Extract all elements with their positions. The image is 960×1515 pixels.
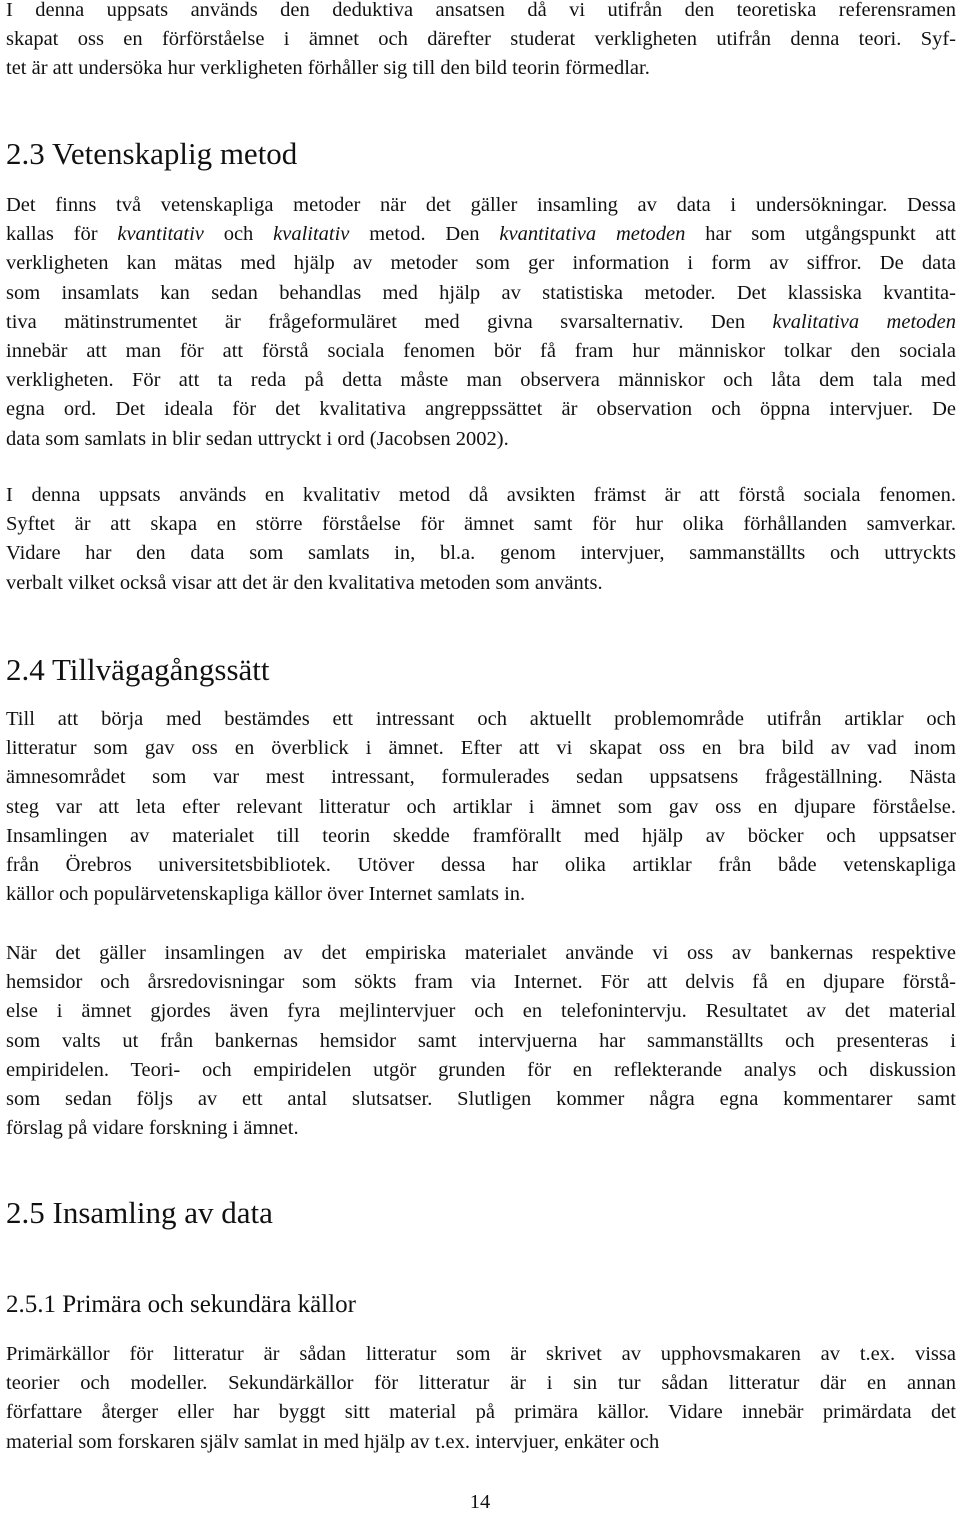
text-line: material som forskaren själv samlat in med hjälp av t.ex. intervjuer, enkäter och <box>6 1430 660 1453</box>
paragraph-sources <box>6 1340 956 1457</box>
text-line: från Örebros universitetsbibliotek. Utöver dessa har olika artiklar från både vetenskapliga <box>6 854 956 877</box>
text-line: verkligheten. För att ta reda på detta måste man observera människor och låta dem tala med <box>6 369 956 392</box>
emphasis-term: kvantitativa metoden <box>499 223 686 246</box>
intro-paragraph <box>6 0 956 84</box>
text-line: steg var att leta efter relevant litteratur och artiklar i ämnet som gav oss en djupare förståelse. <box>6 795 956 818</box>
text-line: I denna uppsats används en kvalitativ metod då avsikten främst är att förstå sociala fenomen. <box>6 484 956 506</box>
text-span: kallas för <box>6 223 118 246</box>
text-line: källor och populärvetenskapliga källor över Internet samlats in. <box>6 883 526 906</box>
text-line: Primärkällor för litteratur är sådan litteratur som är skrivet av upphovsmakaren av t.ex. vissa <box>6 1343 956 1365</box>
text-span: har som utgångspunkt att <box>685 223 956 246</box>
text-line: verkligheten kan mätas med hjälp av metoder som ger information i form av siffror. De data <box>6 252 956 275</box>
text-line: empiridelen. Teori- och empiridelen utgör grunden för en reflekterande analys och diskussion <box>6 1058 956 1081</box>
text-line: Till att börja med bestämdes ett intressant och aktuellt problemområde utifrån artiklar och <box>6 708 956 730</box>
text-line: som sedan följs av ett antal slutsatser. Slutligen kommer några egna kommentarer samt <box>6 1088 956 1111</box>
text-line: som insamlats kan sedan behandlas med hjälp av statistiska metoder. Det klassiska kvantita- <box>6 281 956 304</box>
paragraph-qualitative-choice <box>6 481 956 598</box>
text-span: och <box>203 223 274 246</box>
text-line: tet är att undersöka hur verkligheten förhåller sig till den bild teorin förmedlar. <box>6 57 650 80</box>
paragraph-method-types <box>6 191 956 454</box>
emphasis-term: kvantitativ <box>117 223 204 246</box>
paragraph-procedure <box>6 705 956 909</box>
text-line: författare återger eller har byggt sitt material på primära källor. Vidare innebär primärdata det <box>6 1401 956 1424</box>
paragraph-empirical <box>6 939 956 1143</box>
text-line: egna ord. Det ideala för det kvalitativa angreppssättet är observation och öppna intervjuer. De <box>6 398 956 421</box>
text-span: metod. Den <box>349 223 500 246</box>
text-line: skapat oss en förförståelse i ämnet och därefter studerat verkligheten utifrån denna teori. Syf- <box>6 28 956 51</box>
page-number: 14 <box>469 1491 491 1513</box>
emphasis-term: kvalitativa metoden <box>772 310 956 333</box>
text-line: litteratur som gav oss en överblick i ämnet. Efter att vi skapat oss en bra bild av vad inom <box>6 737 956 760</box>
text-line: När det gäller insamlingen av det empiriska materialet använde vi oss av bankernas respektive <box>6 942 956 964</box>
text-line: Insamlingen av materialet till teorin skedde framförallt med hjälp av böcker och uppsatser <box>6 824 956 847</box>
text-line: ämnesområdet som var mest intressant, formulerades sedan uppsatsens frågeställning. Nästa <box>6 766 956 789</box>
text-line <box>6 220 956 249</box>
text-line: hemsidor och årsredovisningar som sökts fram via Internet. För att delvis få en djupare förstå- <box>6 971 956 994</box>
text-line: innebär att man för att förstå sociala fenomen bör få fram hur människor tolkar den sociala <box>6 340 956 363</box>
text-line: data som samlats in blir sedan uttryckt i ord (Jacobsen 2002). <box>6 427 509 450</box>
text-line <box>6 308 956 337</box>
text-line: Vidare har den data som samlats in, bl.a. genom intervjuer, sammanställts och uttryckts <box>6 542 956 565</box>
text-line: som valts ut från bankernas hemsidor samt intervjuerna har sammanställts och presenteras i <box>6 1029 956 1052</box>
emphasis-term: kvalitativ <box>273 223 350 246</box>
text-line: Syftet är att skapa en större förståelse för ämnet samt för hur olika förhållanden samverkar. <box>6 513 956 536</box>
section-heading-2-3: 2.3 Vetenskaplig metod <box>6 136 298 171</box>
text-line: verbalt vilket också visar att det är den kvalitativa metoden som använts. <box>6 571 603 594</box>
text-line: else i ämnet gjordes även fyra mejlintervjuer och en telefonintervju. Resultatet av det material <box>6 1000 956 1023</box>
section-heading-2-4: 2.4 Tillvägagångssätt <box>6 652 270 687</box>
text-line: teorier och modeller. Sekundärkällor för litteratur är i sin tur sådan litteratur där en annan <box>6 1372 956 1395</box>
text-span: tiva mätinstrumentet är frågeformuläret med givna svarsalternativ. Den <box>6 310 773 333</box>
text-line: förslag på vidare forskning i ämnet. <box>6 1117 299 1140</box>
section-heading-2-5: 2.5 Insamling av data <box>6 1195 273 1230</box>
subsection-heading-2-5-1: 2.5.1 Primära och sekundära källor <box>6 1291 356 1318</box>
text-line: I denna uppsats används den deduktiva ansatsen då vi utifrån den teoretiska referensramen <box>6 0 956 21</box>
text-line: Det finns två vetenskapliga metoder när det gäller insamling av data i undersökningar. Dessa <box>6 194 956 216</box>
